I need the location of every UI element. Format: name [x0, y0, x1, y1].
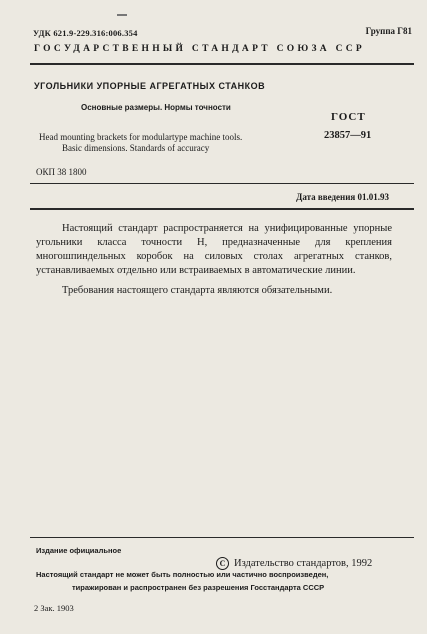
okp-code: ОКП 38 1800: [36, 167, 87, 177]
english-title-line1: Head mounting brackets for modulartype machine tools.: [39, 132, 243, 142]
group-code: Группа Г81: [365, 26, 412, 36]
header-rule: [30, 63, 414, 65]
gost-number: 23857—91: [324, 130, 372, 141]
udk-code: УДК 621.9-229.316:006.354: [33, 28, 138, 38]
official-edition-label: Издание официальное: [36, 546, 122, 555]
okp-rule: [30, 183, 414, 184]
document-title: УГОЛЬНИКИ УПОРНЫЕ АГРЕГАТНЫХ СТАНКОВ: [34, 81, 266, 91]
footer-rule: [30, 537, 414, 538]
effective-date: Дата введения 01.01.93: [296, 192, 389, 202]
gost-label: ГОСТ: [331, 111, 366, 123]
copyright-line: [216, 557, 372, 570]
body-paragraph-scope: Настоящий стандарт распространяется на унифицированные упорные угольники класса точности Н, предназначенные для крепления многошпиндельных коробок на силовых столах агрегатных станков, устанавливаемых отдельно или встраиваемых в автоматические линии.: [36, 223, 392, 276]
copyright-icon: C: [216, 557, 229, 570]
document-subtitle: Основные размеры. Нормы точности: [81, 103, 231, 112]
state-standard-banner: ГОСУДАРСТВЕННЫЙ СТАНДАРТ СОЮЗА ССР: [34, 44, 366, 54]
copyright-text: Издательство стандартов, 1992: [234, 558, 373, 569]
body-paragraph-mandatory: Требования настоящего стандарта являются обязательными.: [62, 285, 333, 296]
reproduction-notice-line1: Настоящий стандарт не может быть полностью или частично воспроизведен,: [36, 570, 329, 579]
reproduction-notice-line2: тиражирован и распространен без разрешения Госстандарта СССР: [72, 583, 325, 592]
english-title-line2: Basic dimensions. Standards of accuracy: [62, 143, 210, 153]
scan-speck: [117, 14, 127, 16]
order-number: 2 Зак. 1903: [34, 603, 74, 613]
date-rule: [30, 208, 414, 210]
